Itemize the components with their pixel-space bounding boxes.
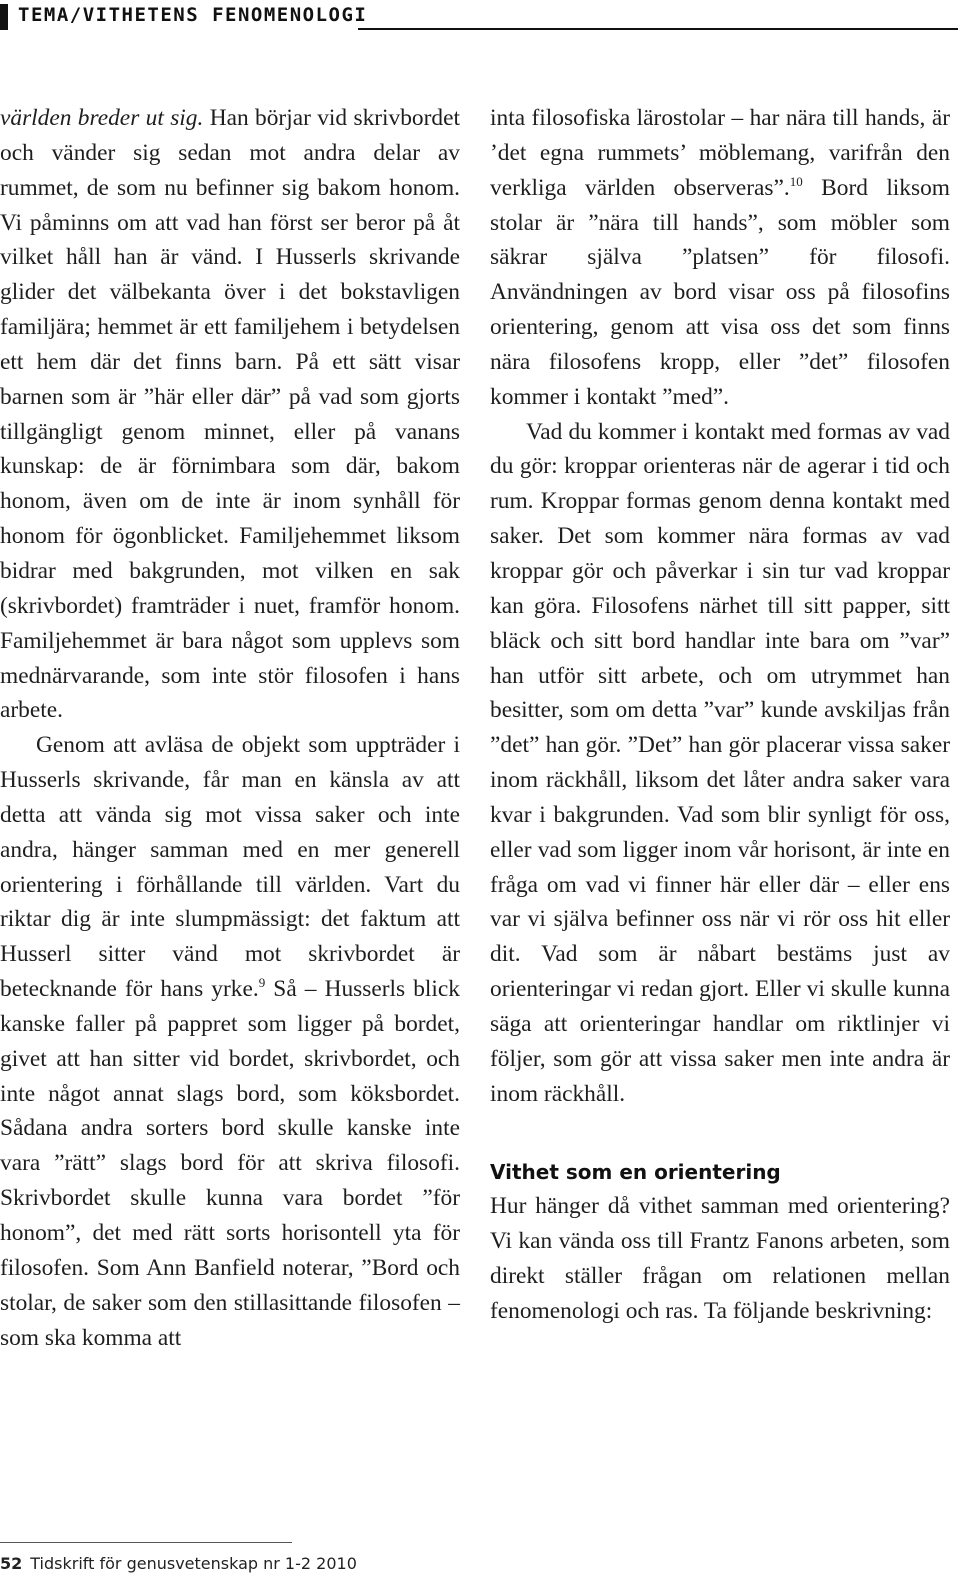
- paragraph: [0, 728, 460, 1355]
- running-header: [0, 0, 960, 34]
- paragraph-text: Bord liksom stolar är ”nära till hands”, som möbler som säkrar själva ”platsen” för filosofi. Användningen av bord visar oss på filosofins orientering, genom att visa oss det som finns nära filosofens kropp, eller ”det” filosofen kommer i kontakt ”med”.: [490, 174, 950, 410]
- section-heading: Vithet som en orientering: [490, 1160, 781, 1185]
- footnote-marker[interactable]: 9: [258, 975, 266, 991]
- footer-line: [0, 1552, 357, 1576]
- paragraph-text: Han börjar vid skrivbordet och vänder sig sedan mot andra delar av rummet, de som nu befinner sig bakom honom. Vi påminns om att vad han först ser beror på åt vilket håll han är vänd. I Husserls skrivande glider det välbekanta över i det bokstavligen familjära; hemmet är ett familjehem i betydelsen ett hem där det finns barn. På ett sätt visar barnen som är ”här eller där” på vad som gjorts tillgängligt genom minnet, eller på vanans kunskap: de är förnimbara som där, bakom honom, även om de inte är inom synhåll för honom för ögonblicket. Familjehemmet liksom bidrar med bakgrunden, mot vilken en sak (skrivbordet) framträder i nuet, framför honom. Familjehemmet är bara något som upplevs som mednärvarande, som inte stör filosofen i hans arbete.: [0, 105, 460, 724]
- paragraph: Hur hänger då vithet samman med orientering? Vi kan vända oss till Frantz Fanons arbeten, som direkt ställer frågan om relationen mellan fenomenologi och ras. Ta följande beskrivning:: [490, 1193, 950, 1324]
- journal-name: Tidskrift för genusvetenskap nr 1-2 2010: [30, 1554, 357, 1573]
- section-title: TEMA/VITHETENS FENOMENOLOGI: [18, 4, 368, 26]
- footer-rule: [0, 1542, 292, 1543]
- header-accent-bar: [0, 4, 8, 30]
- paragraph-text: inta filosofiska lärostolar – har nära till hands, är ’det egna rummets’ möblemang, varifrån den verkliga världen observeras”.: [490, 105, 950, 201]
- page-footer: [0, 1542, 960, 1583]
- paragraph: [0, 101, 460, 728]
- paragraph-text: Så – Husserls blick kanske faller på pappret som ligger på bordet, givet att han sitter vid bordet, skrivbordet, och inte något annat slags bord, som köksbordet. Sådana andra sorters bord skulle kanske inte vara ”rätt” slags bord för att skriva filosofi. Skrivbordet skulle kunna vara bordet ”för honom”, det med rätt sorts horisontell yta för filosofen. Som Ann Banfield noterar, ”Bord och stolar, de saker som den stillasittande filosofen – som ska komma att: [0, 976, 460, 1351]
- paragraph: [490, 101, 950, 415]
- header-rule: [358, 28, 958, 30]
- right-column: [490, 101, 950, 1329]
- paragraph: Vad du kommer i kontakt med formas av vad du gör: kroppar orienteras när de agerar i tid och rum. Kroppar formas genom denna kontakt med saker. Det som kommer nära formas av vad kroppar gör och påverkar i sin tur vad kroppar kan göra. Filosofens närhet till sitt papper, sitt bläck och sitt bord handlar inte bara om ”var” han utför sitt arbete, och om utrymmet han besitter, som om detta ”var” kunde avskiljas från ”det” han gör. ”Det” han gör placerar vissa saker inom räckhåll, liksom det låter andra saker vara kvar i bakgrunden. Vad som blir synligt för oss, eller vad som ligger inom vår horisont, är inte en fråga om vad vi finner här eller där – eller ens var vi själva befinner oss när vi rör oss hit eller dit. Vad som är nåbart bestäms just av orienteringar vi redan gjort. Eller vi skulle kunna säga att orienteringar handlar om riktlinjer vi följer, som gör att vissa saker men inte andra är inom räckhåll.: [490, 418, 950, 1107]
- footnote-marker[interactable]: 10: [789, 173, 803, 189]
- paragraph-text: Genom att avläsa de objekt som uppträder i Husserls skrivande, får man en känsla av att detta att vända sig mot vissa saker och inte andra, hänger samman med en mer generell orientering i förhållande till världen. Vart du riktar dig är inte slumpmässigt: det faktum att Husserl sitter vänd mot skrivbordet är betecknande för hans yrke.: [0, 732, 460, 1003]
- left-column: [0, 101, 460, 1355]
- page-number: 52: [0, 1554, 23, 1573]
- italic-phrase: världen breder ut sig.: [0, 105, 204, 131]
